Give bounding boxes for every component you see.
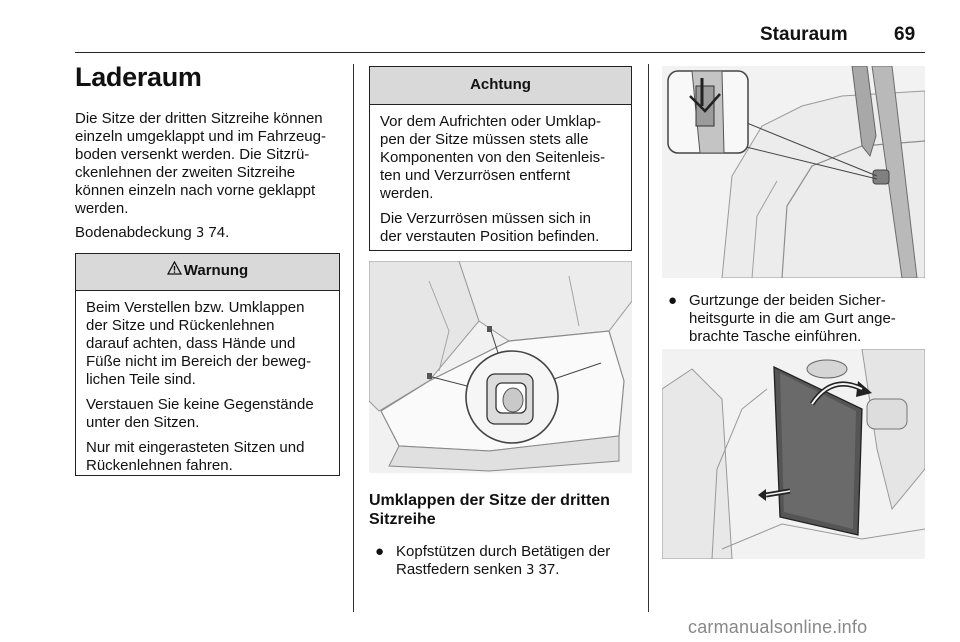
text-line: werden. <box>380 185 434 202</box>
text-line: Die Verzurrösen müssen sich in <box>380 210 591 227</box>
reference-page: 74. <box>208 224 230 241</box>
reference-label: Bodenabdeckung <box>75 224 192 241</box>
warning-body <box>76 291 339 488</box>
watermark: carmanualsonline.info <box>688 617 868 637</box>
cross-reference[interactable] <box>75 224 229 243</box>
page-reference-icon: 3 <box>526 563 535 578</box>
section-title: Stauraum <box>760 24 848 45</box>
warning-box <box>75 253 340 476</box>
intro-line: Die Sitze der dritten Sitzreihe können <box>75 110 323 127</box>
intro-line: ckenlehnen der zweiten Sitzreihe <box>75 164 296 181</box>
text-line: lichen Teile sind. <box>86 371 196 388</box>
warning-header <box>76 254 339 291</box>
text-line: Gurtzunge der beiden Sicher- <box>689 292 886 309</box>
text-line: pen der Sitze müssen stets alle <box>380 131 589 148</box>
text-line: brachte Tasche einführen. <box>689 328 862 345</box>
text-line: Rastfedern senken <box>396 561 522 578</box>
text-line: Vor dem Aufrichten oder Umklap- <box>380 113 601 130</box>
page-number: 69 <box>894 24 916 45</box>
header-rule <box>75 52 925 53</box>
text-line: der verstauten Position befinden. <box>380 228 600 245</box>
intro-paragraph <box>75 110 347 218</box>
warning-paragraph <box>86 439 329 475</box>
text-line: Beim Verstellen bzw. Umklappen <box>86 299 305 316</box>
intro-line: boden versenkt werden. Die Sitzrü- <box>75 146 310 163</box>
subheading-line: Umklappen der Sitze der dritten <box>369 492 610 509</box>
intro-line: können einzeln nach vorne geklappt <box>75 182 316 199</box>
page-reference-icon: 3 <box>195 226 205 241</box>
caution-paragraph <box>380 113 621 203</box>
bullet-icon: ● <box>668 292 678 309</box>
text-line: Komponenten von den Seitenleis- <box>380 149 606 166</box>
warning-paragraph <box>86 299 329 389</box>
column-divider-left <box>353 64 354 612</box>
caution-body <box>370 105 631 259</box>
text-line: Verstauen Sie keine Gegenstände <box>86 396 314 413</box>
bullet-item-belt-tongue <box>668 292 930 346</box>
reference-page: 37. <box>538 561 560 578</box>
heading-laderaum: Laderaum <box>75 62 202 92</box>
warning-title: Warnung <box>183 262 249 279</box>
bullet-icon: ● <box>375 543 385 560</box>
text-line: Rückenlehnen fahren. <box>86 457 233 474</box>
caution-box <box>369 66 632 251</box>
text-line: ten und Verzurrösen entfernt <box>380 167 571 184</box>
warning-paragraph <box>86 396 329 432</box>
text-line: unter den Sitzen. <box>86 414 200 431</box>
subheading-fold-third-row <box>369 491 639 529</box>
seatbelt-pocket-illustration <box>662 66 925 278</box>
text-line: Füße nicht im Bereich der beweg- <box>86 353 312 370</box>
text-line: Kopfstützen durch Betätigen der <box>396 543 611 560</box>
text-line: Nur mit eingerasteten Sitzen und <box>86 439 305 456</box>
subheading-line: Sitzreihe <box>369 511 436 528</box>
caution-paragraph <box>380 210 621 246</box>
text-line: heitsgurte in die am Gurt ange- <box>689 310 896 327</box>
warning-triangle-icon <box>167 254 182 288</box>
cargo-area-illustration <box>369 261 632 473</box>
bullet-item-headrests <box>375 543 637 580</box>
text-line: der Sitze und Rückenlehnen <box>86 317 275 334</box>
intro-line: werden. <box>75 200 129 217</box>
intro-line: einzeln umgeklappt und im Fahrzeug- <box>75 128 326 145</box>
seat-folding-illustration <box>662 349 925 559</box>
column-divider-right <box>648 64 649 612</box>
caution-title: Achtung <box>370 67 631 105</box>
text-line: darauf achten, dass Hände und <box>86 335 296 352</box>
